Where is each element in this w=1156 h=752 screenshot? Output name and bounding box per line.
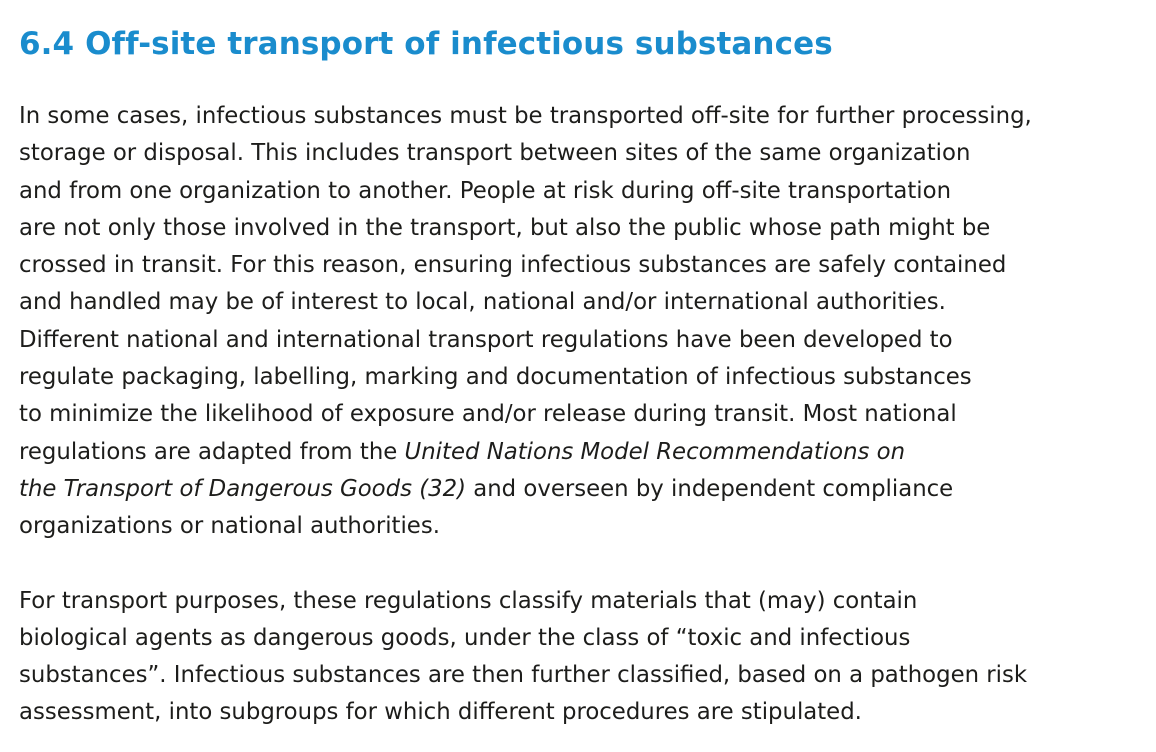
paragraph-line: are not only those involved in the transport, but also the public whose path might be — [19, 214, 991, 241]
paragraph-line: regulate packaging, labelling, marking and documentation of infectious substances — [19, 364, 972, 391]
paragraph-line: assessment, into subgroups for which different procedures are stipulated. — [19, 699, 862, 726]
line-text: and overseen by independent compliance — [466, 475, 954, 502]
document-page — [19, 22, 1149, 732]
paragraph-line: crossed in transit. For this reason, ensuring infectious substances are safely contained — [19, 252, 1007, 279]
paragraph-line: and handled may be of interest to local, national and/or international authorities. — [19, 289, 946, 316]
section-title: 6.4 Off-site transport of infectious substances — [19, 26, 833, 62]
paragraph-2 — [19, 583, 1149, 732]
paragraph-line: Different national and international transport regulations have been developed to — [19, 326, 953, 353]
paragraph-line: and from one organization to another. People at risk during off-site transportation — [19, 177, 952, 204]
citation-title: United Nations Model Recommendations on — [404, 438, 906, 465]
paragraph-line: For transport purposes, these regulations classify materials that (may) contain — [19, 587, 918, 614]
paragraph-line — [19, 434, 1149, 471]
paragraph-line: storage or disposal. This includes transport between sites of the same organization — [19, 140, 971, 167]
paragraph-line: substances”. Infectious substances are then further classified, based on a pathogen risk — [19, 662, 1028, 689]
citation-title: the Transport of Dangerous Goods (32) — [19, 475, 466, 502]
paragraph-line: biological agents as dangerous goods, under the class of “toxic and infectious — [19, 624, 911, 651]
paragraph-1 — [19, 98, 1149, 546]
paragraph-line — [19, 471, 1149, 508]
paragraph-line: organizations or national authorities. — [19, 513, 440, 540]
paragraph-line: to minimize the likelihood of exposure and/or release during transit. Most national — [19, 401, 957, 428]
paragraph-line: In some cases, infectious substances must be transported off-site for further processing, — [19, 103, 1032, 129]
line-text: regulations are adapted from the — [19, 438, 405, 465]
